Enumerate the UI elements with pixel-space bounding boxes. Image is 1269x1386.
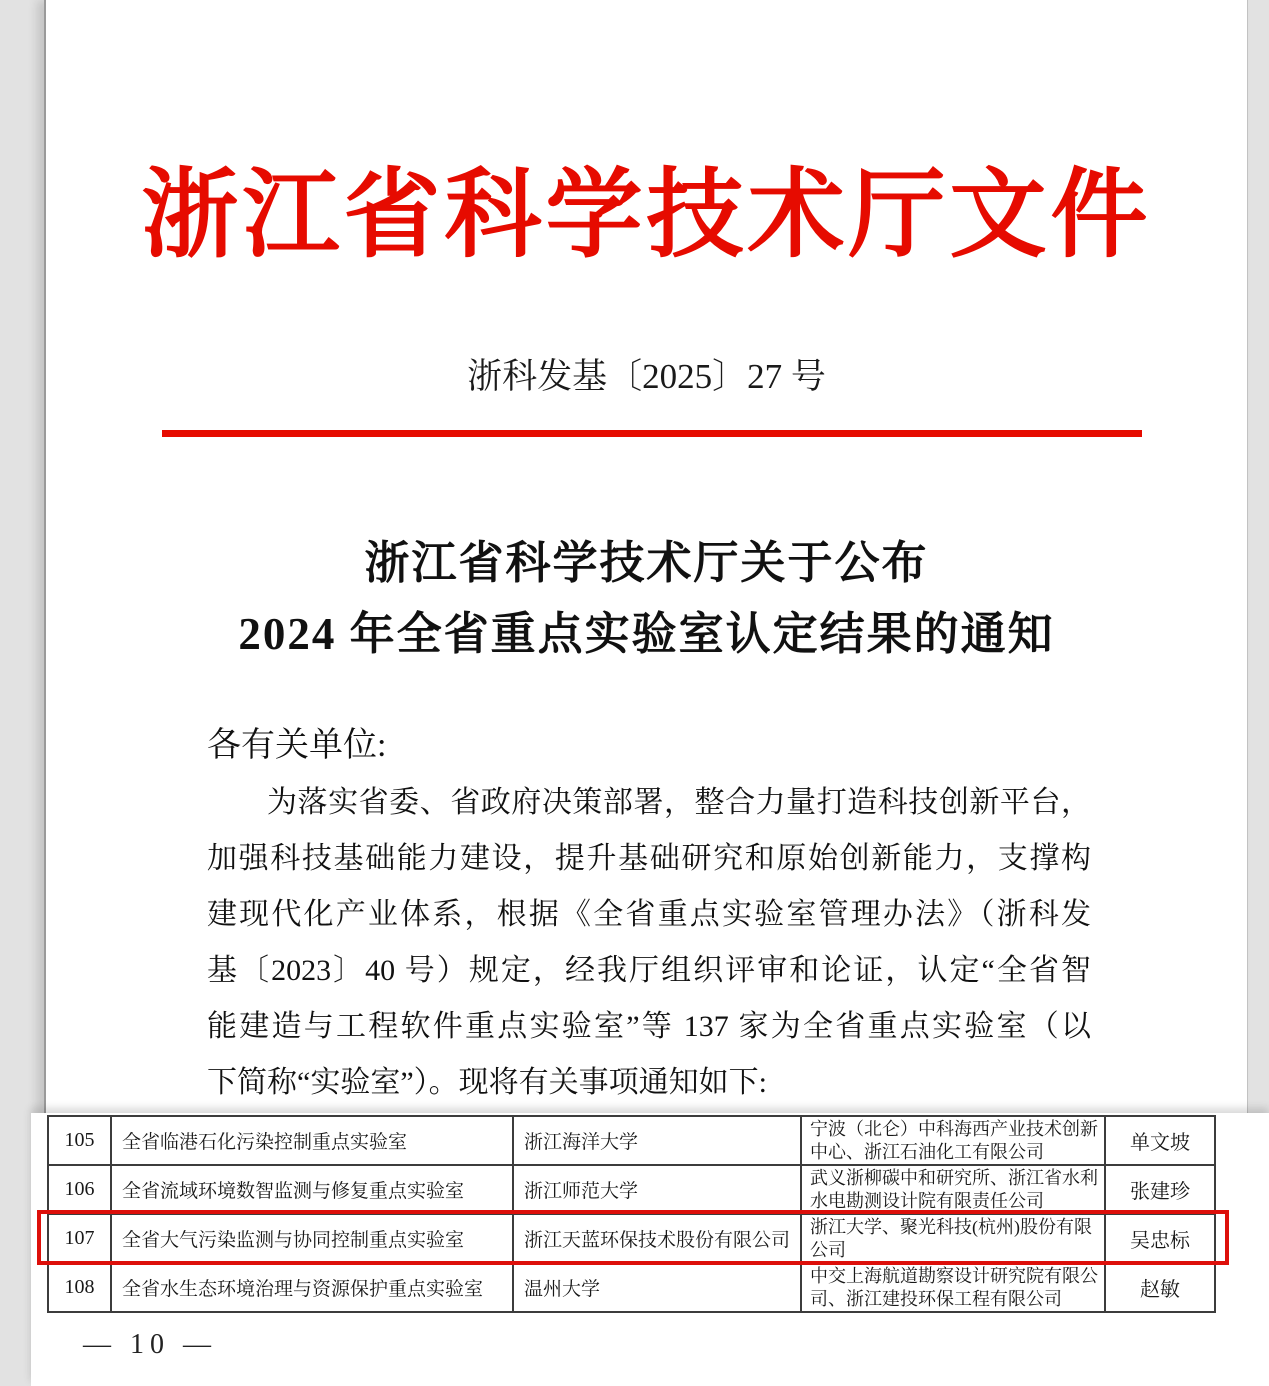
notice-heading-line1: 浙江省科学技术厅关于公布 (364, 538, 929, 588)
partners-cell: 中交上海航道勘察设计研究院有限公司、浙江建投环保工程有限公司 (801, 1263, 1105, 1312)
document-number: 浙科发基〔2025〕27 号 (467, 357, 826, 396)
body-line: 为落实省委、省政府决策部署，整合力量打造科技创新平台， (267, 786, 1091, 819)
lab-name-cell: 全省大气污染监测与协同控制重点实验室 (111, 1214, 513, 1263)
director-cell: 张建珍 (1105, 1165, 1215, 1214)
institution-cell: 浙江天蓝环保技术股份有限公司 (513, 1214, 801, 1263)
row-number-cell: 108 (48, 1263, 111, 1312)
institution-cell: 温州大学 (513, 1263, 801, 1312)
lab-name-cell: 全省流域环境数智监测与修复重点实验室 (111, 1165, 513, 1214)
red-separator-line (162, 430, 1142, 437)
salutation: 各有关单位: (207, 727, 387, 764)
row-number-cell: 105 (48, 1116, 111, 1165)
body-paragraph (207, 775, 1091, 1111)
table-row (48, 1116, 1215, 1165)
institution-cell: 浙江师范大学 (513, 1165, 801, 1214)
body-line: 下简称“实验室”）。现将有关事项通知如下: (207, 1066, 767, 1099)
institution-cell: 浙江海洋大学 (513, 1116, 801, 1165)
table-row-highlighted (48, 1214, 1215, 1263)
partners-cell: 浙江大学、聚光科技(杭州)股份有限公司 (801, 1214, 1105, 1263)
director-cell: 赵敏 (1105, 1263, 1215, 1312)
lab-results-table-section (31, 1113, 1269, 1386)
row-number-cell: 107 (48, 1214, 111, 1263)
body-line: 基〔2023〕40 号）规定，经我厅组织评审和论证，认定“全省智 (207, 954, 1091, 987)
notice-heading-line2: 2024 年全省重点实验室认定结果的通知 (238, 609, 1055, 659)
notice-heading (46, 528, 1247, 670)
body-line: 加强科技基础能力建设，提升基础研究和原始创新能力，支撑构 (207, 842, 1091, 875)
document-title: 浙江省科学技术厅文件 (141, 162, 1152, 269)
lab-results-table (47, 1115, 1216, 1313)
body-line: 能建造与工程软件重点实验室”等 137 家为全省重点实验室（以 (207, 1010, 1091, 1043)
document-page (44, 0, 1248, 1113)
body-line: 建现代化产业体系，根据《全省重点实验室管理办法》（浙科发 (207, 898, 1091, 931)
partners-cell: 武义浙柳碳中和研究所、浙江省水利水电勘测设计院有限责任公司 (801, 1165, 1105, 1214)
partners-cell: 宁波（北仑）中科海西产业技术创新中心、浙江石油化工有限公司 (801, 1116, 1105, 1165)
row-number-cell: 106 (48, 1165, 111, 1214)
director-cell: 单文坡 (1105, 1116, 1215, 1165)
director-cell: 吴忠标 (1105, 1214, 1215, 1263)
lab-name-cell: 全省水生态环境治理与资源保护重点实验室 (111, 1263, 513, 1312)
table-row (48, 1165, 1215, 1214)
table-row (48, 1263, 1215, 1312)
lab-name-cell: 全省临港石化污染控制重点实验室 (111, 1116, 513, 1165)
page-number: — 10 — (83, 1329, 217, 1360)
